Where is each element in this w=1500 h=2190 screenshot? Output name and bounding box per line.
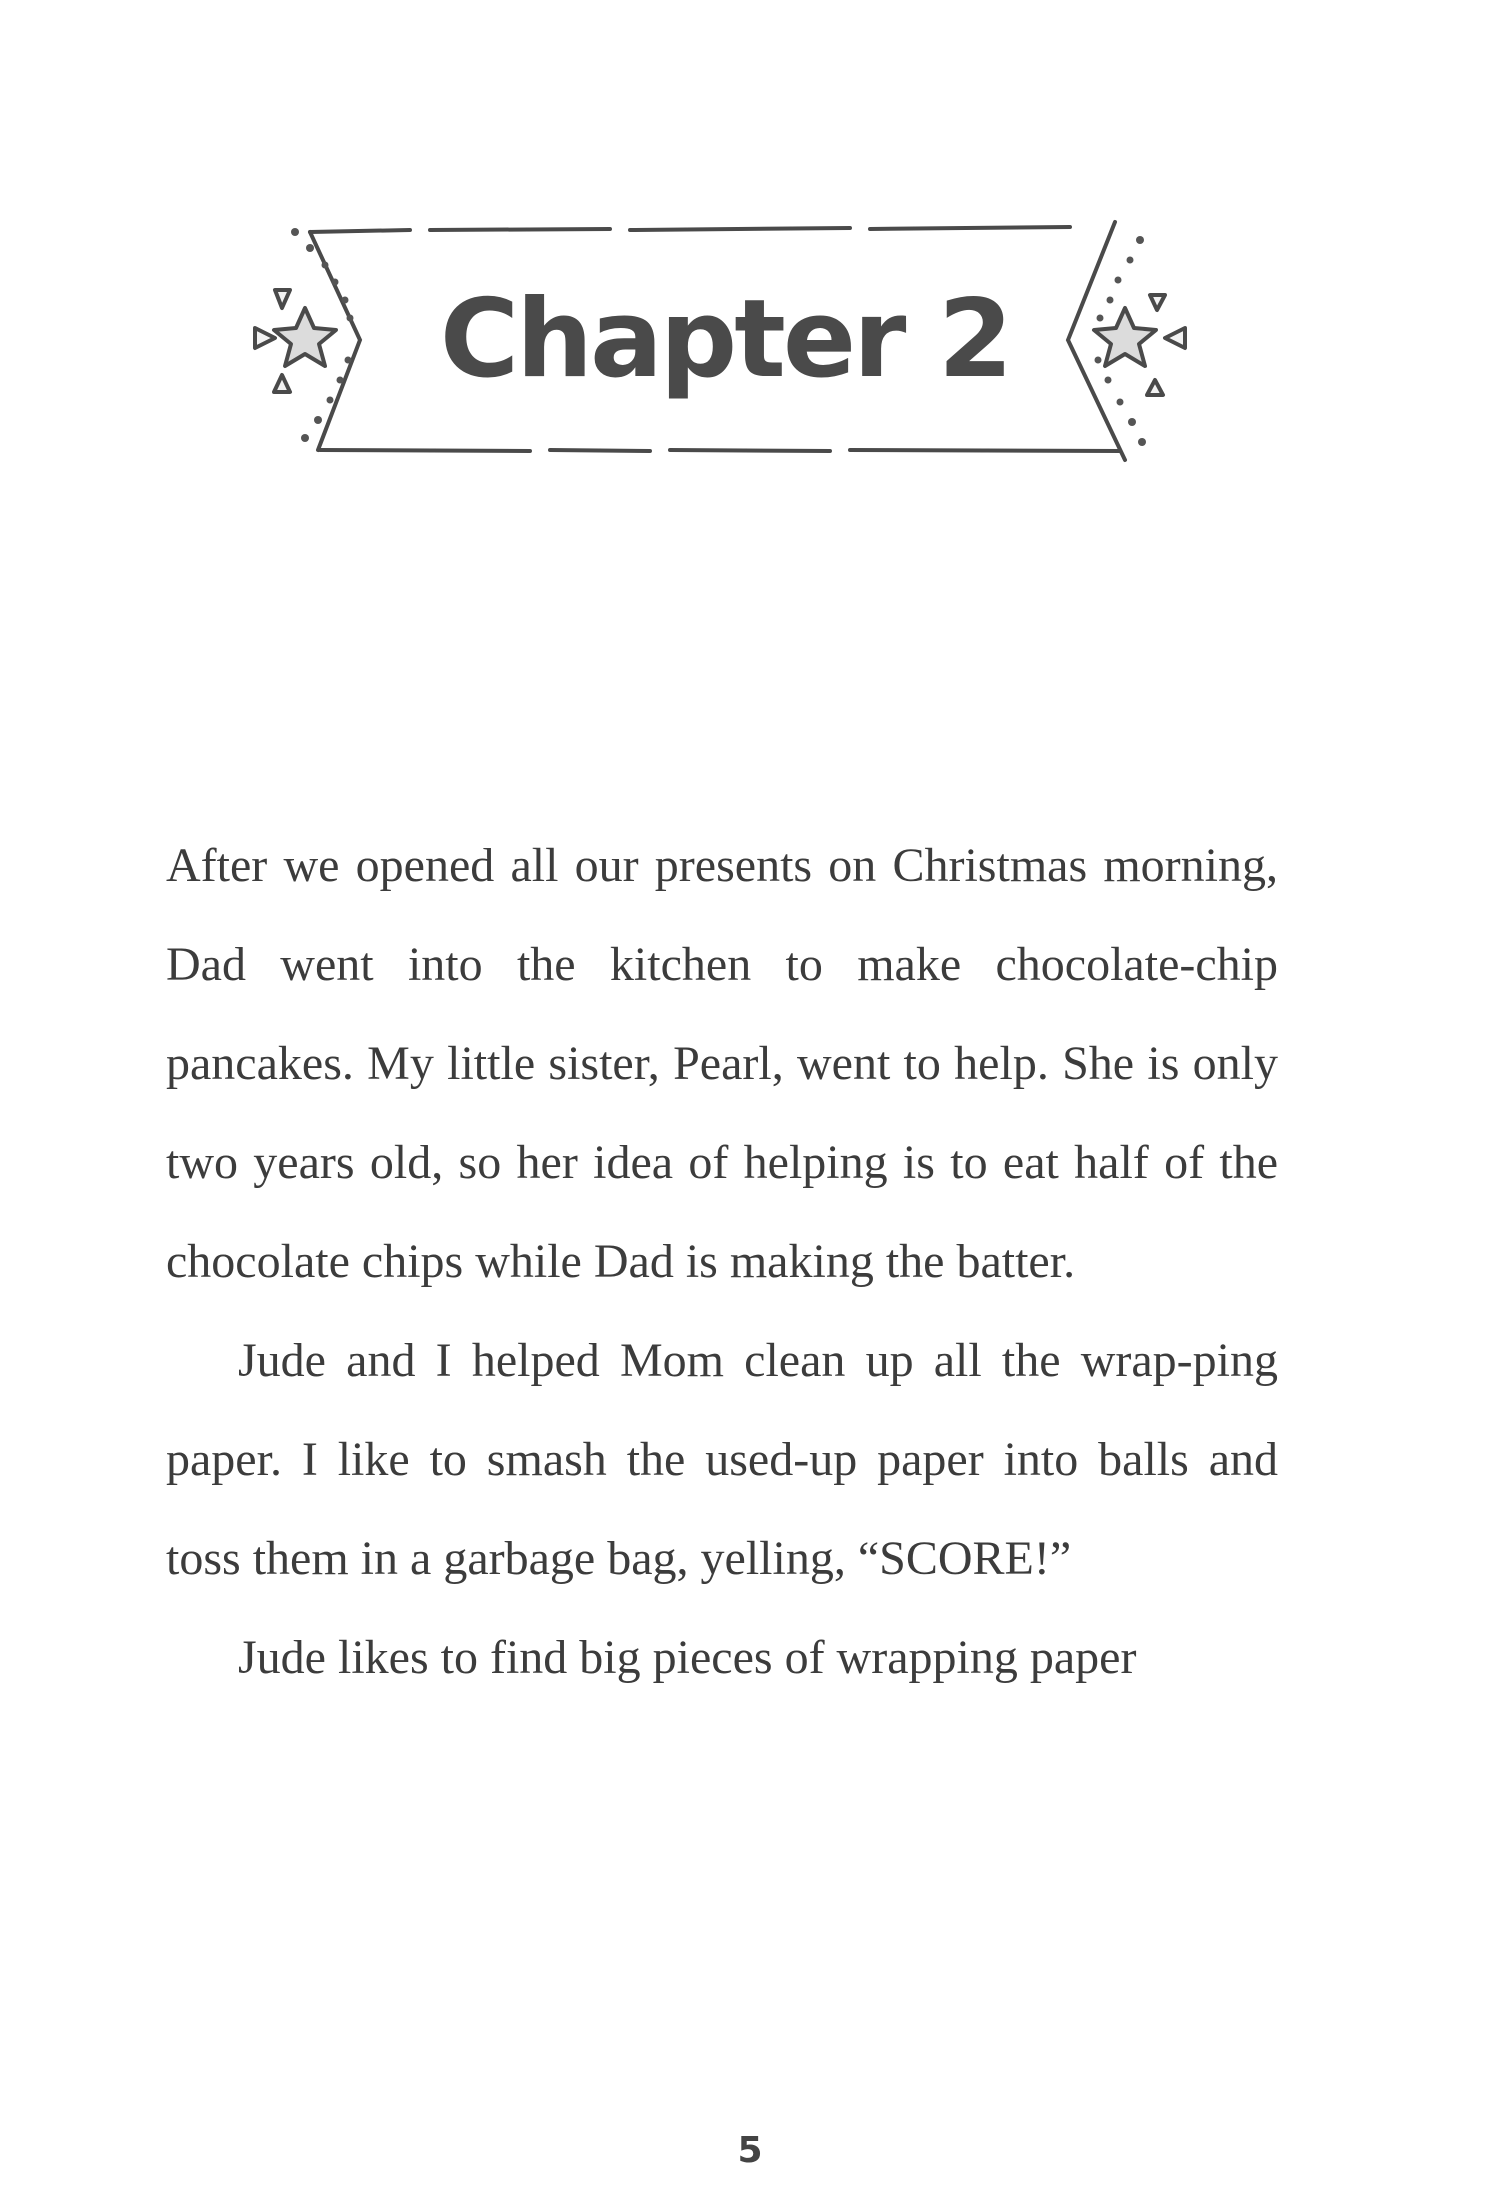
paragraph-2: Jude and I helped Mom clean up all the wrap-ping paper. I like to smash the used-up paper into balls and toss them in a garbage bag, yelling, “SCORE!” xyxy=(166,1334,1278,1585)
paragraph-1: After we opened all our presents on Christmas morning, Dad went into the kitchen to make chocolate-chip pancakes. My little sister, Pearl, went to help. She is only two years old, so her idea of helping is to eat half of the chocolate chips while Dad is making the batter. xyxy=(166,839,1278,1288)
chapter-title: Chapter 2 xyxy=(439,277,1011,402)
page-number: 5 xyxy=(737,2130,763,2171)
paragraph-3: Jude likes to find big pieces of wrapping paper xyxy=(238,1631,1137,1684)
body-text xyxy=(166,816,1278,1707)
chapter-banner xyxy=(230,210,1220,470)
